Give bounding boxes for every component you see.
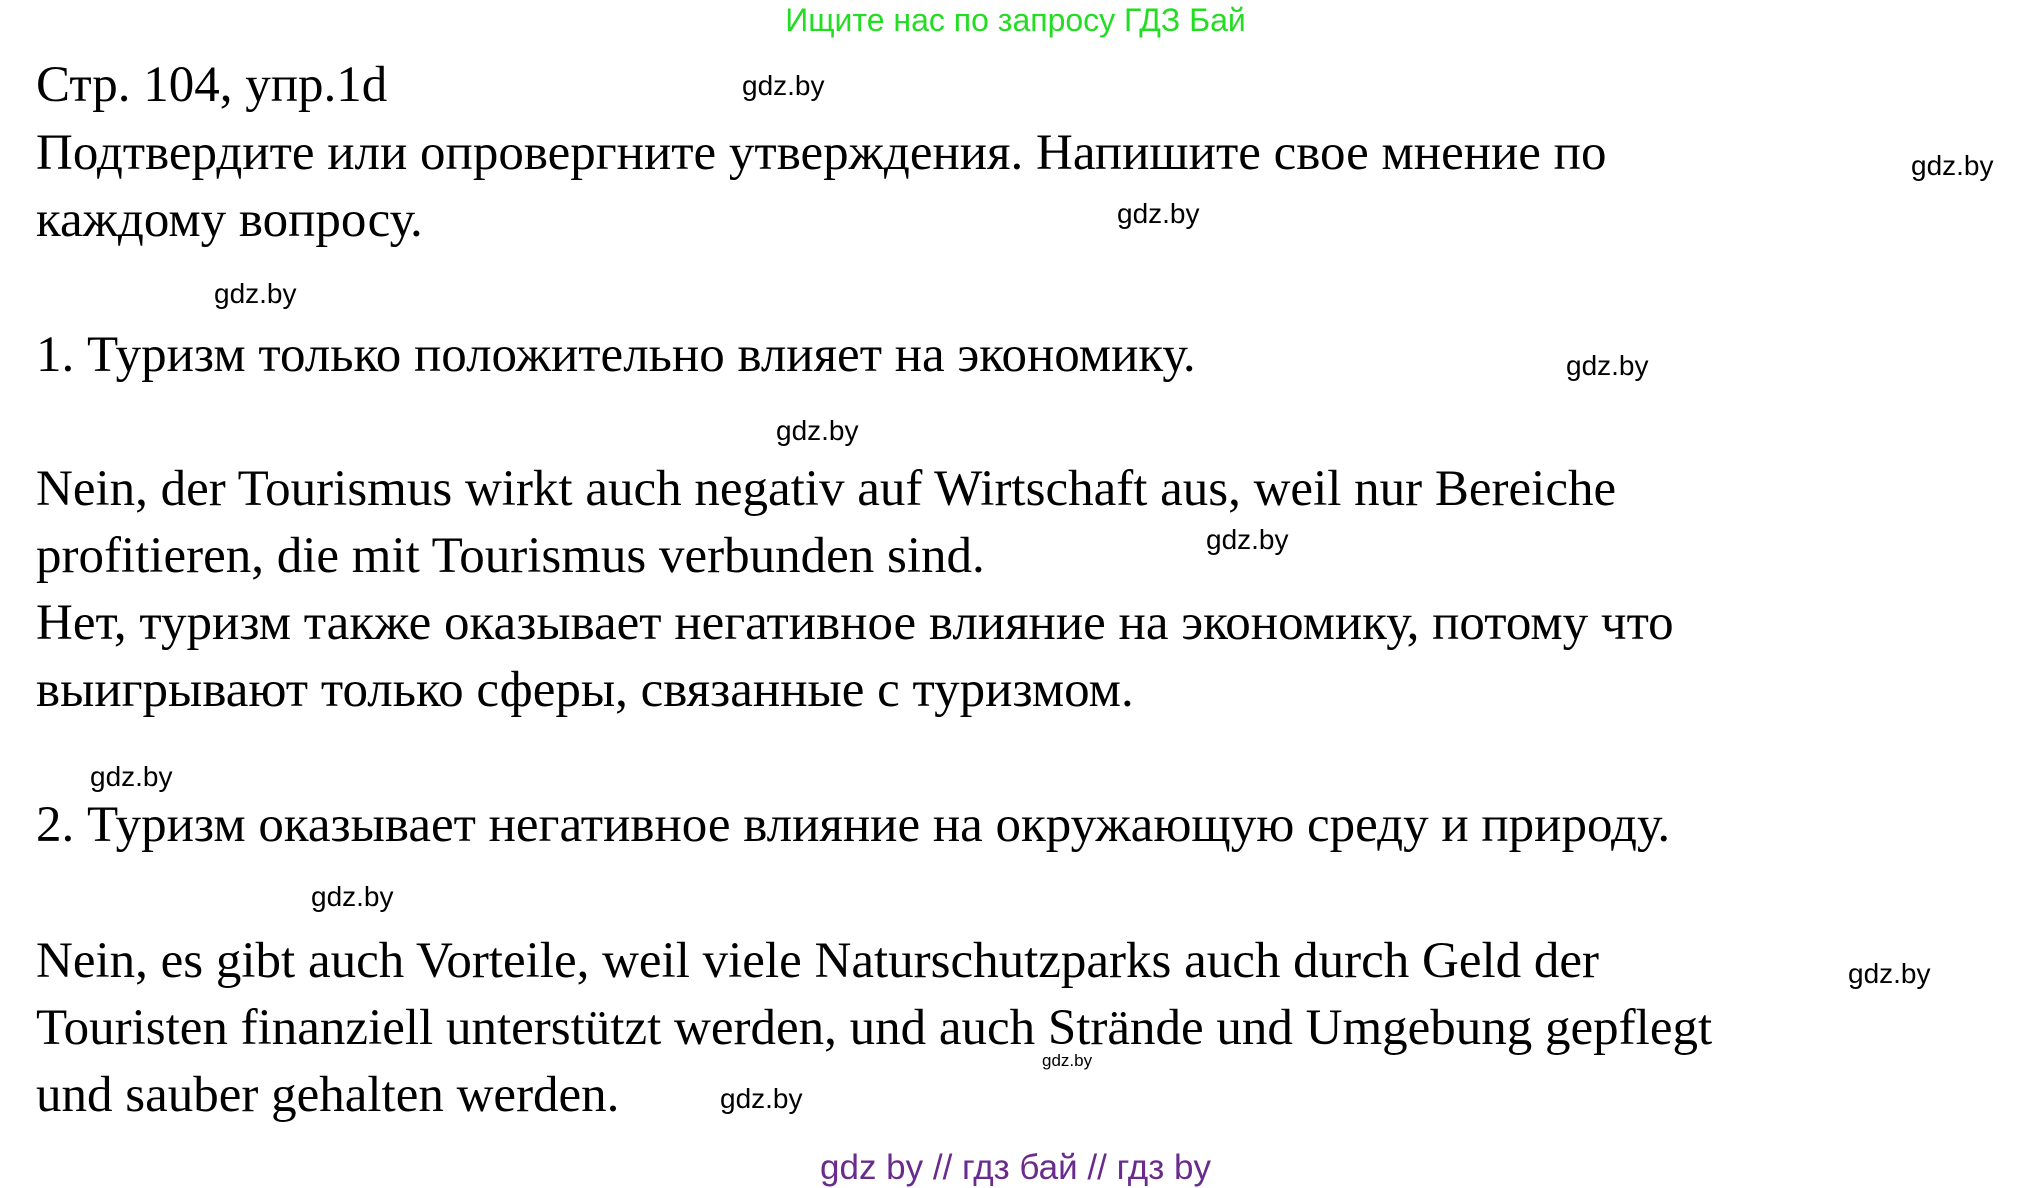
watermark: gdz.by bbox=[720, 1083, 803, 1114]
footer-banner: gdz by // гдз бай // гдз by bbox=[820, 1148, 1211, 1187]
question-1-answer-ru-line-2: выигрывают только сферы, связанные с туризмом. bbox=[36, 662, 1134, 718]
watermark: gdz.by bbox=[1117, 198, 1200, 229]
exercise-reference: Стр. 104, упр.1d bbox=[36, 57, 388, 113]
task-line-1: Подтвердите или опровергните утверждения. Напишите свое мнение по bbox=[36, 125, 1607, 181]
question-1-statement: 1. Туризм только положительно влияет на экономику. bbox=[36, 327, 1196, 383]
watermark: gdz.by bbox=[1911, 150, 1994, 181]
watermark: gdz.by bbox=[1566, 350, 1649, 381]
question-1-answer-de-line-1: Nein, der Tourismus wirkt auch negativ auf Wirtschaft aus, weil nur Bereiche bbox=[36, 461, 1617, 517]
watermark: gdz.by bbox=[90, 761, 173, 792]
watermark: gdz.by bbox=[1042, 1051, 1093, 1070]
watermark: gdz.by bbox=[776, 415, 859, 446]
watermark: gdz.by bbox=[742, 70, 825, 101]
task-line-2: каждому вопросу. bbox=[36, 192, 423, 248]
question-2-answer-de-line-2: Touristen finanziell unterstützt werden, und auch Strände und Umgebung gepflegt bbox=[36, 1000, 1713, 1056]
question-2-answer-de-line-3: und sauber gehalten werden. bbox=[36, 1067, 620, 1123]
question-1-answer-de-line-2: profitieren, die mit Tourismus verbunden sind. bbox=[36, 528, 985, 584]
header-banner: Ищите нас по запросу ГДЗ Бай bbox=[785, 2, 1246, 38]
question-1-answer-ru-line-1: Нет, туризм также оказывает негативное влияние на экономику, потому что bbox=[36, 595, 1674, 651]
watermark: gdz.by bbox=[214, 278, 297, 309]
question-2-statement: 2. Туризм оказывает негативное влияние на окружающую среду и природу. bbox=[36, 797, 1671, 853]
watermark: gdz.by bbox=[311, 881, 394, 912]
watermark: gdz.by bbox=[1848, 958, 1931, 989]
question-2-answer-de-line-1: Nein, es gibt auch Vorteile, weil viele Naturschutzparks auch durch Geld der bbox=[36, 933, 1600, 989]
watermark: gdz.by bbox=[1206, 524, 1289, 555]
